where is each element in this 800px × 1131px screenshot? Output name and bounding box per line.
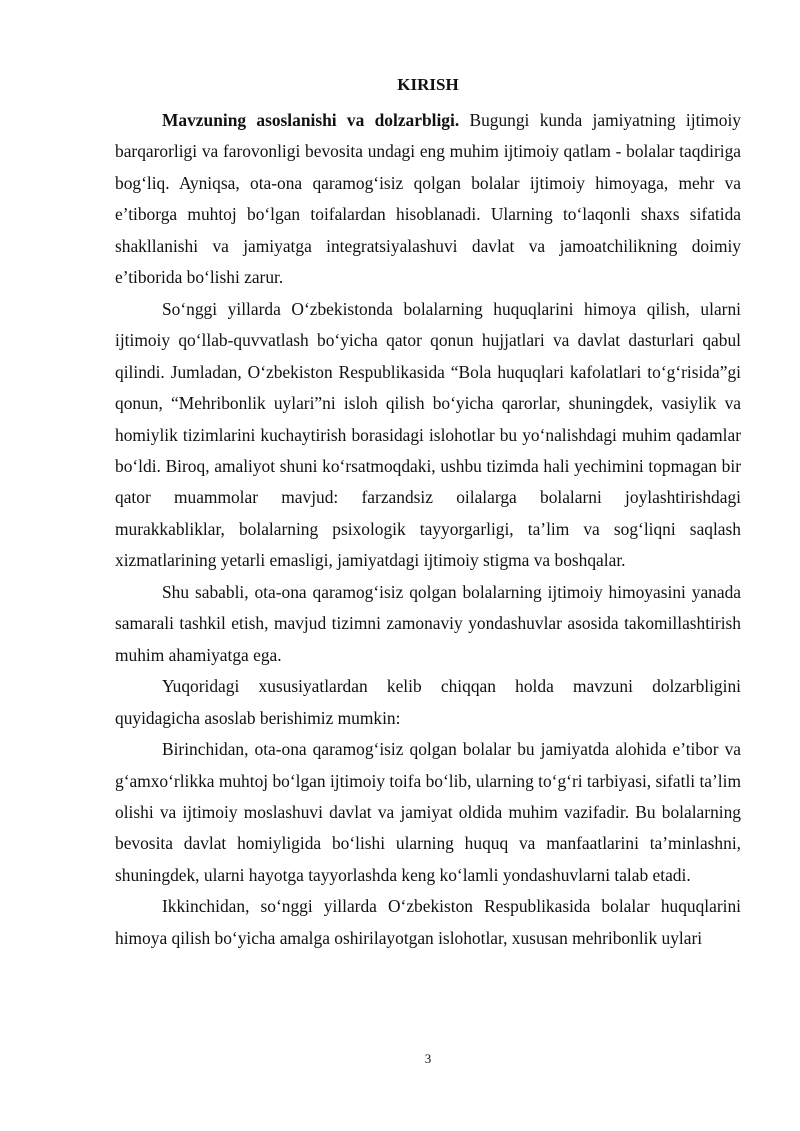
page-number: 3 (424, 1051, 432, 1066)
paragraph-6: Ikkinchidan, so‘nggi yillarda O‘zbekiston Respublikasida bolalar huquqlarini himoya qilish bo‘yicha amalga oshirilayotgan islohotlar, xususan mehribonlik uylari (115, 896, 741, 948)
paragraph-5: Birinchidan, ota-ona qaramog‘isiz qolgan bolalar bu jamiyatda alohida e’tibor va g‘amxo‘rlikka muhtoj bo‘lgan ijtimoiy toifa bo‘lib, ularning to‘g‘ri tarbiyasi, sifatli ta’lim olishi va ijtimoiy moslashuvi davlat va jamiyat oldida muhim vazifadir. Bu bolalarning bevosita davlat homiyligida bo‘lishi ularning huquq va manfaatlarini ta’minlashni, shuningdek, ularni hayotga tayyorlashda keng ko‘lamli yondashuvlarni talab etadi. (115, 739, 741, 885)
paragraph-2: So‘nggi yillarda O‘zbekistonda bolalarning huquqlarini himoya qilish, ularni ijtimoiy qo‘llab-quvvatlash bo‘yicha qator qonun hujjatlari va davlat dasturlari qabul qilindi. Jumladan, O‘zbekiston Respublikasida “Bola huquqlari kafolatlari to‘g‘risida”gi qonun, “Mehribonlik uylari”ni isloh qilish bo‘yicha qarorlar, shuningdek, vasiylik va homiylik tizimlarini kuchaytirish borasidagi islohotlar bu yo‘nalishdagi muhim qadamlar bo‘ldi. Biroq, amaliyot shuni ko‘rsatmoqdaki, ushbu tizimda hali yechimini topmagan bir qator muammolar mavjud: farzandsiz oilalarga bolalarni joylashtirishdagi murakkabliklar, bolalarning psixologik tayyorgarligi, ta’lim va sog‘liqni saqlash xizmatlarining yetarli emasligi, jamiyatdagi ijtimoiy stigma va boshqalar. (115, 298, 741, 571)
paragraph-lead-bold: Mavzuning asoslanishi va dolzarbligi. (162, 110, 460, 130)
paragraph-1 (115, 105, 741, 294)
paragraph-1-text: Bugungi kunda jamiyatning ijtimoiy barqarorligi va farovonligi bevosita undagi eng muhim ijtimoiy qatlam - bolalar taqdiriga bog‘liq. Ayniqsa, ota-ona qaramog‘isiz qolgan bolalar ijtimoiy himoyaga, mehr va e’tiborga muhtoj bo‘lgan toifalardan hisoblanadi. Ularning to‘laqonli shaxs sifatida shakllanishi va jamiyatga integratsiyalashuvi davlat va jamoatchilikning doimiy e’tiborida bo‘lishi zarur. (115, 110, 741, 288)
section-heading: KIRISH (397, 75, 459, 94)
body-text (115, 105, 741, 954)
paragraph-3: Shu sababli, ota-ona qaramog‘isiz qolgan bolalarning ijtimoiy himoyasini yanada samarali tashkil etish, mavjud tizimni zamonaviy yondashuvlar asosida takomillashtirish muhim ahamiyatga ega. (115, 581, 741, 665)
paragraph-4: Yuqoridagi xususiyatlardan kelib chiqqan holda mavzuni dolzarbligini quyidagicha asoslab berishimiz mumkin: (115, 676, 741, 728)
